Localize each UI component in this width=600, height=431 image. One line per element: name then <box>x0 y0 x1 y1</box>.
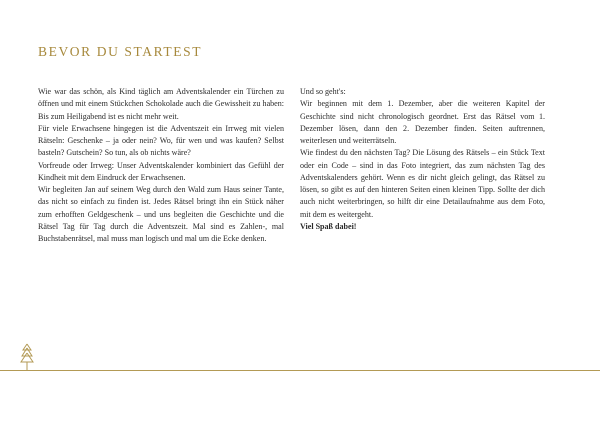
footer-rule <box>0 370 600 371</box>
right-column <box>300 86 545 233</box>
tree-icon <box>20 343 34 371</box>
paragraph: Für viele Erwachsene hingegen ist die Adventszeit ein Irrweg mit vielen Rätseln: Geschenke – ja oder nein? Wo, für wen und was kaufen? Selbst basteln? Gutschein? So tun, als ob nichts wäre? <box>38 123 284 158</box>
closing-line: Viel Spaß dabei! <box>300 221 357 231</box>
paragraph: Wir beginnen mit dem 1. Dezember, aber die weiteren Kapitel der Geschichte sind nicht chronologisch geordnet. Erst das Rätsel vom 1. Dezember lösen, dann den 2. Dezember finden. Seiten auftrennen, weiterlesen und weiterrätseln. <box>300 99 545 145</box>
paragraph: Wie war das schön, als Kind täglich am Adventskalender ein Türchen zu öffnen und mit einem Stückchen Schokolade auch die Gewissheit zu haben: Bis zum Heiligabend ist es nicht mehr weit. <box>38 87 284 121</box>
paragraph: Wir begleiten Jan auf seinem Weg durch den Wald zum Haus seiner Tante, das nicht so einfach zu finden ist. Jedes Rätsel bringt ihn ein Stück näher zum erhofften Geldgeschenk – und uns begleiten die Geschichte und die Rätsel Tag für Tag durch die Adventszeit. Mal sind es Zahlen-, mal Buchstabenrätsel, mal muss man logisch und mal um die Ecke denken. <box>38 185 284 243</box>
paragraph: Wie findest du den nächsten Tag? Die Lösung des Rätsels – ein Stück Text oder ein Code – sind in das Foto integriert, das zum nächsten Tag des Adventskalenders gehört. Wenn es dir nicht gleich gelingt, das Rätsel zu lösen, so gibt es auf den hinteren Seiten einen kleinen Tipp. Sollte der dich auch nicht weiterbringen, so hilft dir eine Detailaufnahme aus dem Foto, mit dem es weitergeht. <box>300 148 545 219</box>
paragraph: Vorfreude oder Irrweg: Unser Adventskalender kombiniert das Gefühl der Kindheit mit dem Eindruck der Erwachsenen. <box>38 160 284 182</box>
page-title: BEVOR DU STARTEST <box>38 44 203 59</box>
left-column <box>38 86 284 245</box>
section-heading: Und so geht's: <box>300 87 346 96</box>
